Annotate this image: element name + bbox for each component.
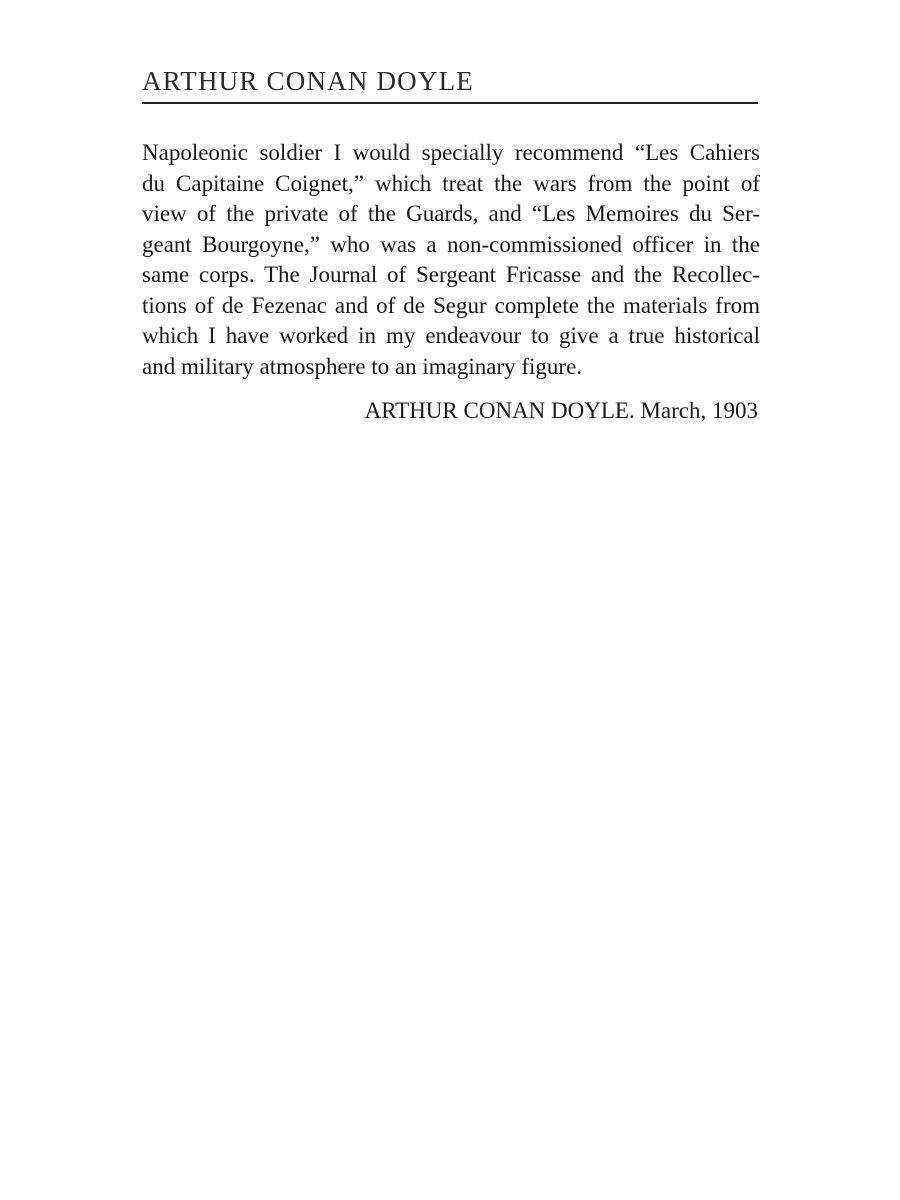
running-header — [142, 64, 758, 104]
text-line: geant Bourgoyne,” who was a non-commissioned officer in the — [142, 231, 760, 257]
text-line: Napoleonic soldier I would specially recommend “Les Cahiers — [142, 140, 760, 165]
text-line: tions of de Fezenac and of de Segur complete the materials from — [142, 292, 760, 318]
running-header-title: ARTHUR CONAN DOYLE — [142, 66, 474, 96]
author-signature-line: ARTHUR CONAN DOYLE. March, 1903 — [364, 398, 758, 423]
body-paragraph — [142, 138, 760, 382]
text-line: and military atmosphere to an imaginary figure. — [142, 353, 583, 379]
text-line: which I have worked in my endeavour to give a true historical — [142, 323, 760, 348]
text-line: view of the private of the Guards, and “Les Memoires du Ser- — [142, 201, 760, 226]
text-line: same corps. The Journal of Sergeant Fricasse and the Recollec- — [142, 262, 760, 287]
text-line: du Capitaine Coignet,” which treat the wars from the point of — [142, 170, 760, 196]
